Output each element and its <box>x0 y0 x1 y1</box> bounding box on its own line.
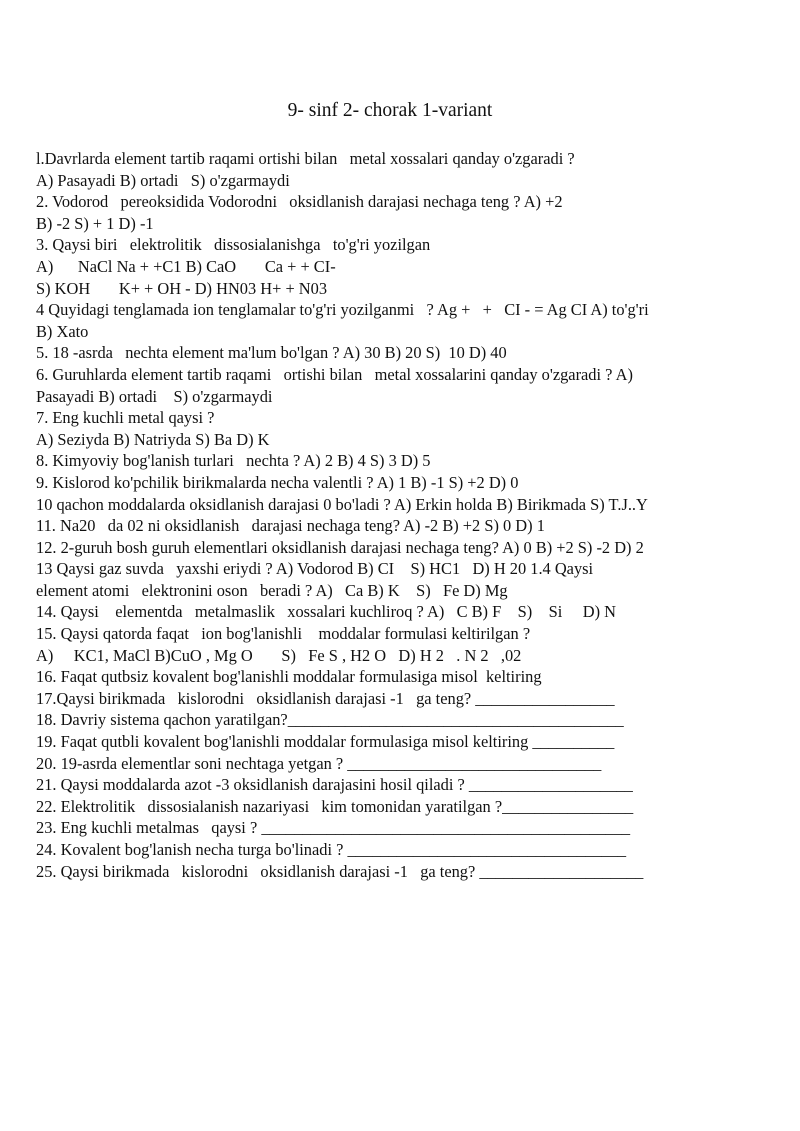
open-question-line: 22. Elektrolitik dissosialanish nazariyasi kim tomonidan yaratilgan ?________________ <box>36 796 634 816</box>
question-line: 2. Vodorod pereoksidida Vodorodni oksidlanish darajasi nechaga teng ? A) +2 <box>36 192 563 212</box>
question-line: 4 Quyidagi tenglamada ion tenglamalar to'g'ri yozilganmi ? Ag + + CI - = Ag CI A) to'g'ri <box>36 300 649 320</box>
question-line: 13 Qaysi gaz suvda yaxshi eriydi ? A) Vodorod B) CI S) HC1 D) H 20 1.4 Qaysi <box>36 559 594 579</box>
question-line: 5. 18 -asrda nechta element ma'lum bo'lgan ? A) 30 B) 20 S) 10 D) 40 <box>36 343 507 363</box>
question-line: 6. Guruhlarda element tartib raqami ortishi bilan metal xossalarini qanday o'zgaradi ? A) <box>36 364 633 384</box>
answer-options-line: Pasayadi B) ortadi S) o'zgarmaydi <box>36 386 273 406</box>
page-title: 9- sinf 2- chorak 1-variant <box>287 100 493 121</box>
open-question-line: 21. Qaysi moddalarda azot -3 oksidlanish darajasini hosil qiladi ? ____________________ <box>36 775 633 795</box>
question-line: 16. Faqat qutbsiz kovalent bog'lanishli moddalar formulasiga misol keltiring <box>36 667 542 687</box>
open-question-line: 25. Qaysi birikmada kislorodni oksidlanish darajasi -1 ga teng? ____________________ <box>36 861 644 881</box>
question-line: 15. Qaysi qatorda faqat ion bog'lanishli moddalar formulasi keltirilgan ? <box>36 624 531 644</box>
answer-options-line: A) Seziyda B) Natriyda S) Ba D) K <box>36 429 270 449</box>
open-question-line: 23. Eng kuchli metalmas qaysi ? _____________________________________________ <box>36 818 631 838</box>
question-line: 3. Qaysi biri elektrolitik dissosialanishga to'g'ri yozilgan <box>36 235 431 255</box>
question-line: 9. Kislorod ko'pchilik birikmalarda necha valentli ? A) 1 B) -1 S) +2 D) 0 <box>36 472 519 492</box>
answer-options-line: A) Pasayadi B) ortadi S) o'zgarmaydi <box>36 170 290 190</box>
answer-options-line: B) -2 S) + 1 D) -1 <box>36 213 154 233</box>
question-line: 12. 2-guruh bosh guruh elementlari oksidlanish darajasi nechaga teng? A) 0 B) +2 S) -2 D) 2 <box>36 537 644 557</box>
question-list <box>36 148 776 882</box>
answer-options-line: A) KC1, MaCl B)CuO , Mg O S) Fe S , H2 O D) H 2 . N 2 ,02 <box>36 645 522 665</box>
answer-options-line: A) NaCl Na + +C1 B) CaO Ca + + CI- <box>36 256 336 276</box>
question-line: 11. Na20 da 02 ni oksidlanish darajasi nechaga teng? A) -2 B) +2 S) 0 D) 1 <box>36 516 545 536</box>
open-question-line: 20. 19-asrda elementlar soni nechtaga yetgan ? _______________________________ <box>36 753 602 773</box>
question-line: 10 qachon moddalarda oksidlanish darajasi 0 bo'ladi ? A) Erkin holda B) Birikmada S) T.J..Y <box>36 494 648 514</box>
answer-options-line: S) KOH K+ + OH - D) HN03 H+ + N03 <box>36 278 328 298</box>
open-question-line: 17.Qaysi birikmada kislorodni oksidlanish darajasi -1 ga teng? _________________ <box>36 688 615 708</box>
question-line: 8. Kimyoviy bog'lanish turlari nechta ? A) 2 B) 4 S) 3 D) 5 <box>36 451 431 471</box>
question-line: element atomi elektronini oson beradi ? A) Ca B) K S) Fe D) Mg <box>36 580 508 600</box>
open-question-line: 24. Kovalent bog'lanish necha turga bo'linadi ? __________________________________ <box>36 840 627 859</box>
question-line: 14. Qaysi elementda metalmaslik xossalari kuchliroq ? A) C B) F S) Si D) N <box>36 602 616 622</box>
open-question-line: 19. Faqat qutbli kovalent bog'lanishli moddalar formulasiga misol keltiring __________ <box>36 732 615 752</box>
open-question-line: 18. Davriy sistema qachon yaratilgan?_________________________________________ <box>36 710 624 730</box>
question-line: l.Davrlarda element tartib raqami ortishi bilan metal xossalari qanday o'zgaradi ? <box>36 149 575 168</box>
answer-options-line: B) Xato <box>36 321 89 341</box>
question-line: 7. Eng kuchli metal qaysi ? <box>36 408 215 428</box>
